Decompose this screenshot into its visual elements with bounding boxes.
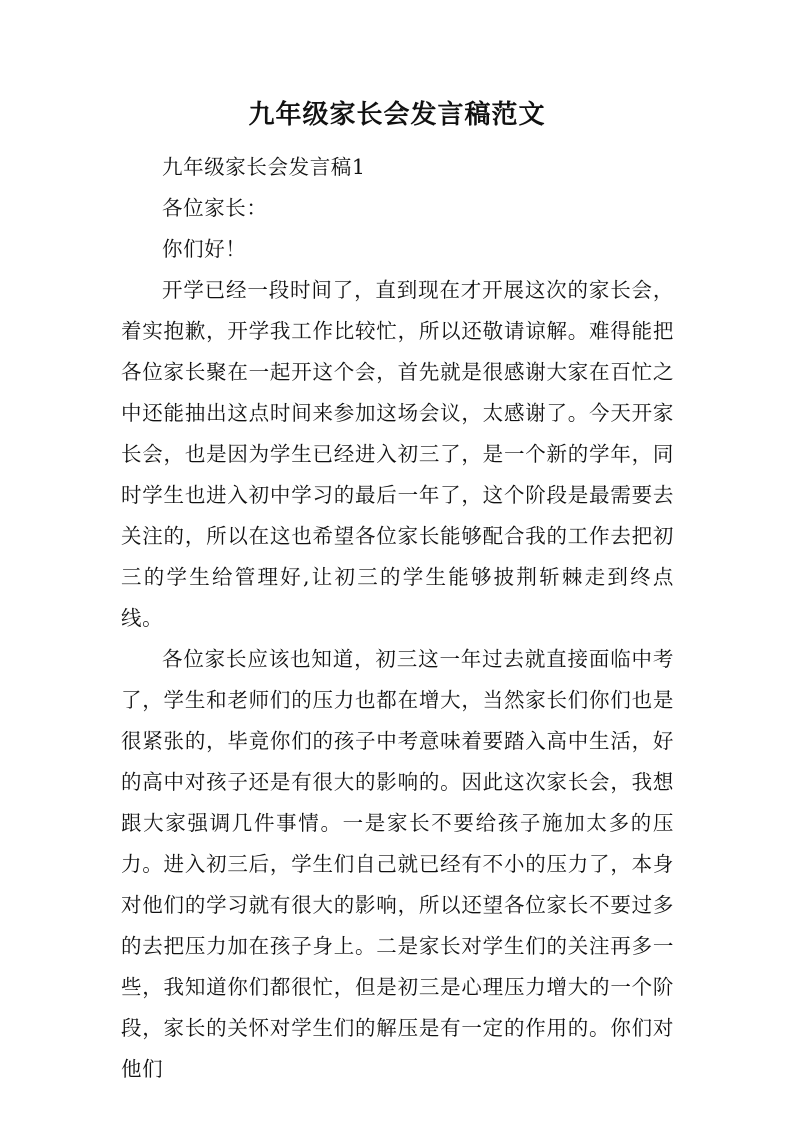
body-paragraph: 各位家长应该也知道，初三这一年过去就直接面临中考了，学生和老师们的压力也都在增大，当然家长们你们也是很紧张的，毕竟你们的孩子中考意味着要踏入高中生活，好的高中对孩子还是有很大的影响的。因此这次家长会，我想跟大家强调几件事情。一是家长不要给孩子施加太多的压力。进入初三后，学生们自己就已经有不小的压力了，本身对他们的学习就有很大的影响，所以还望各位家长不要过多的去把压力加在孩子身上。二是家长对学生们的关注再多一些，我知道你们都很忙，但是初三是心理压力增大的一个阶段，家长的关怀对学生们的解压是有一定的作用的。你们对他们 xyxy=(121,647,674,1081)
salutation-line: 各位家长： xyxy=(162,196,268,220)
document-body xyxy=(121,147,674,1090)
document-title: 九年级家长会发言稿范文 xyxy=(248,100,546,130)
subtitle-line: 九年级家长会发言稿1 xyxy=(162,155,366,179)
greeting-line: 你们好！ xyxy=(162,237,247,261)
body-paragraph: 开学已经一段时间了，直到现在才开展这次的家长会，着实抱歉，开学我工作比较忙，所以还敬请谅解。难得能把各位家长聚在一起开这个会，首先就是很感谢大家在百忙之中还能抽出这点时间来参加这场会议，太感谢了。今天开家长会，也是因为学生已经进入初三了，是一个新的学年，同时学生也进入初中学习的最后一年了，这个阶段是最需要去关注的，所以在这也希望各位家长能够配合我的工作去把初三的学生给管理好,让初三的学生能够披荆斩棘走到终点线。 xyxy=(121,278,674,630)
